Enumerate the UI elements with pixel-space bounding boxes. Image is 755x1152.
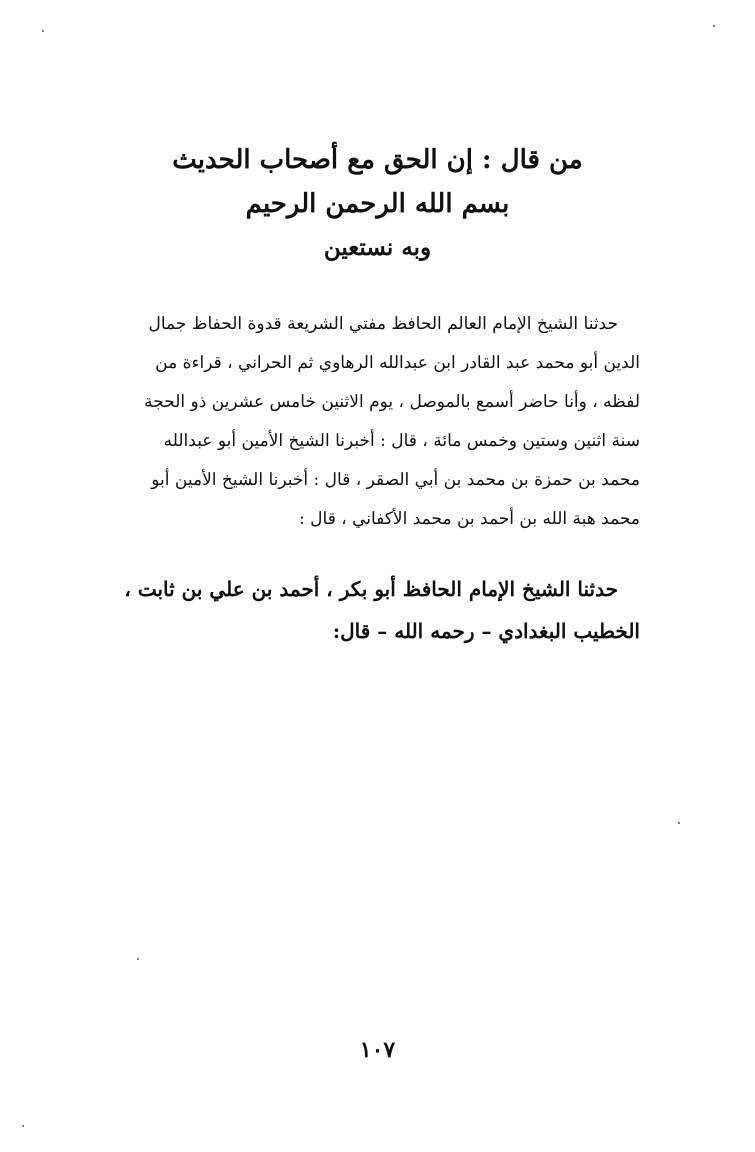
paragraph-line: لفظه ، وأنا حاضر أسمع بالموصل ، يوم الاثنين خامس عشرين ذو الحجة (144, 392, 640, 412)
paragraph-line: محمد هبة الله بن أحمد بن محمد الأكفاني ، قال : (299, 509, 640, 529)
isnad-paragraph (100, 305, 640, 539)
paragraph-line: حدثنا الشيخ الإمام العالم الحافظ مفتي الشريعة قدوة الحفاظ جمال (148, 314, 618, 334)
page-number: ١٠٧ (359, 1037, 396, 1063)
narration-line: حدثنا الشيخ الإمام الحافظ أبو بكر ، أحمد بن علي بن ثابت ، (124, 577, 618, 601)
chapter-title: من قال : إن الحق مع أصحاب الحديث (172, 145, 583, 175)
scan-speck (137, 958, 139, 960)
invocation: وبه نستعين (323, 234, 432, 261)
paragraph-line: سنة اثنين وستين وخمس مائة ، قال : أخبرنا الشيخ الأمين أبو عبدالله (163, 431, 640, 451)
scan-speck (42, 30, 44, 32)
scan-speck (713, 25, 715, 27)
chapter-heading (100, 138, 655, 270)
narration-paragraph (100, 568, 640, 652)
narration-line: الخطيب البغدادي – رحمه الله – قال: (332, 619, 640, 643)
paragraph-line: الدين أبو محمد عبد القادر ابن عبدالله الرهاوي ثم الحراني ، قراءة من (155, 353, 640, 373)
scan-speck (678, 822, 680, 824)
paragraph-line: محمد بن حمزة بن محمد بن أبي الصقر ، قال : أخبرنا الشيخ الأمين أبو (151, 470, 640, 490)
basmala: بسم الله الرحمن الرحيم (245, 189, 510, 219)
scan-speck (22, 1125, 24, 1127)
